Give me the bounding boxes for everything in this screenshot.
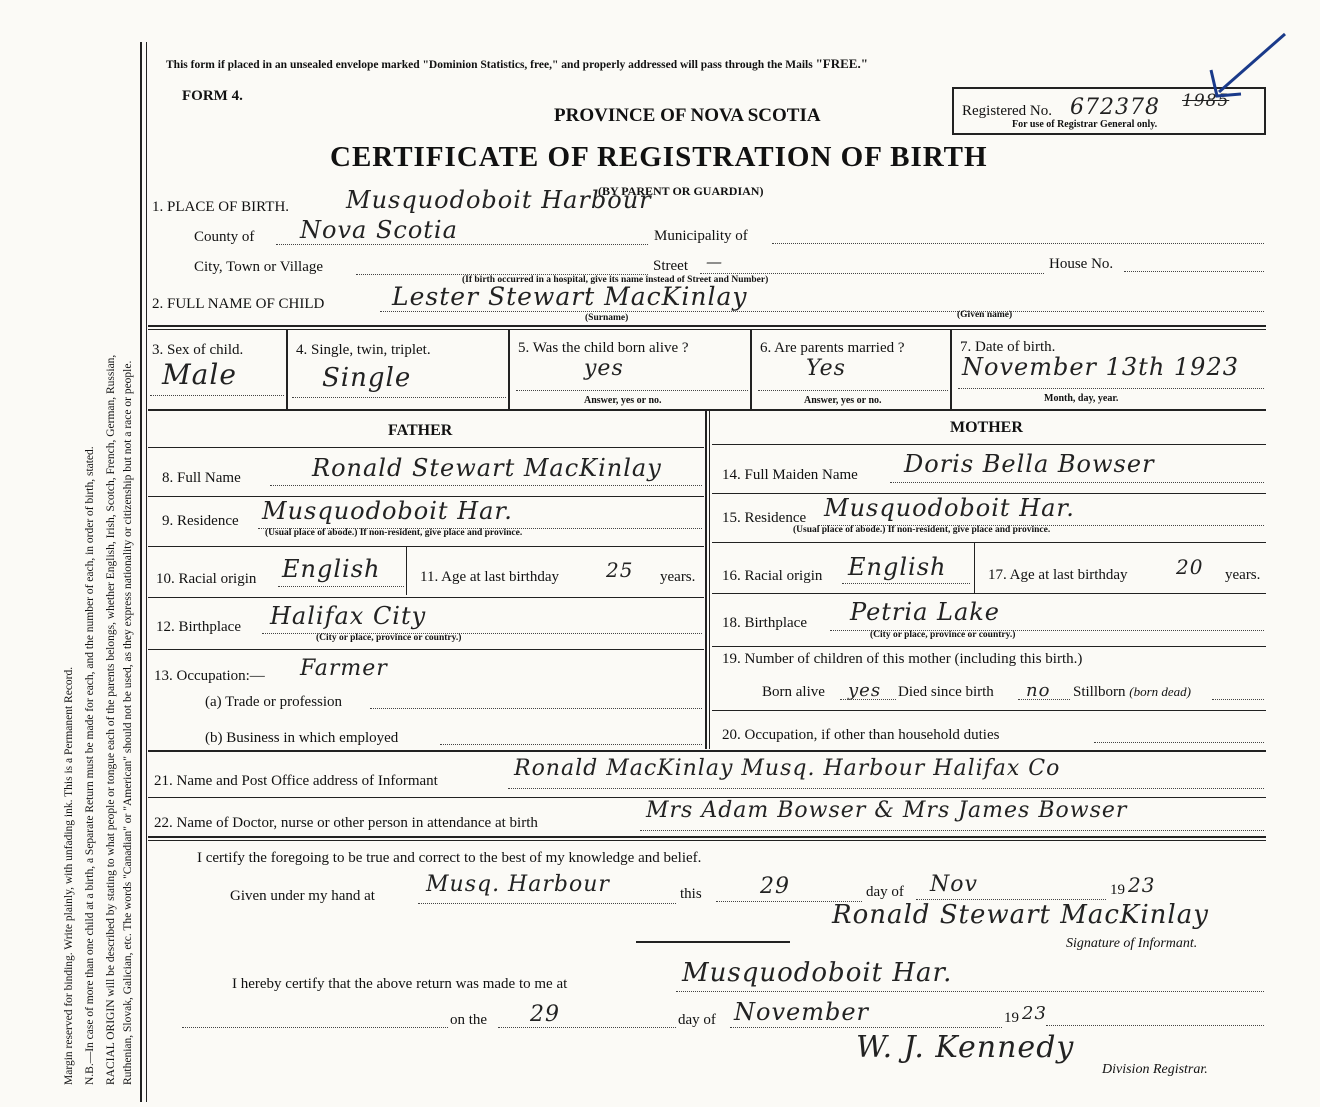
mother-name-value: Doris Bella Bowser xyxy=(904,450,1155,478)
mother-age-value: 20 xyxy=(1176,555,1204,579)
father-birthplace-label: 12. Birthplace xyxy=(156,619,241,635)
stillborn-text: Stillborn xyxy=(1073,684,1126,700)
registrar-statement: I hereby certify that the above return was made to me at xyxy=(232,976,568,992)
informant-label: 21. Name and Post Office address of Informant xyxy=(154,773,438,789)
date-of-birth-value: November 13th 1923 xyxy=(962,353,1239,381)
father-birthplace-note: (City or place, province or country.) xyxy=(316,633,462,643)
mother-name-label: 14. Full Maiden Name xyxy=(722,467,858,483)
father-age-unit: years. xyxy=(660,569,696,585)
given-name-note: (Given name) xyxy=(957,310,1013,320)
children-count-label: 19. Number of children of this mother (including this birth.) xyxy=(722,651,1083,667)
father-residence-note: (Usual place of abode.) If non-resident, give place and province. xyxy=(265,528,523,538)
business-label: (b) Business in which employed xyxy=(205,730,399,746)
father-occupation-label: 13. Occupation:— xyxy=(154,668,265,684)
single-twin-label: 4. Single, twin, triplet. xyxy=(296,342,431,358)
mother-age-label: 17. Age at last birthday xyxy=(988,567,1128,583)
margin-note-racial-origin: RACIAL ORIGIN will be described by stating to what people or tongue each of the parents belongs, whether English, Irish, Scotch, French, German, Russian, xyxy=(105,354,117,1085)
stillborn-note: (born dead) xyxy=(1129,684,1192,699)
date-of-birth-note: Month, day, year. xyxy=(1044,393,1119,404)
registrar-year-value: 23 xyxy=(1022,1003,1047,1024)
trade-label: (a) Trade or profession xyxy=(205,694,343,710)
mother-residence-label: 15. Residence xyxy=(722,510,807,526)
margin-note-racial-origin-2: Ruthenian, Slovak, Galician, etc. The words "Canadian" or "American" should not be used, as they express nationality or citizenship but not a race or people. xyxy=(122,360,134,1085)
born-alive-label: 5. Was the child born alive ? xyxy=(518,340,689,356)
born-alive-count-label: Born alive xyxy=(762,684,825,700)
sex-label: 3. Sex of child. xyxy=(152,342,244,358)
father-occupation-value: Farmer xyxy=(300,656,388,681)
registrar-dayof-label: day of xyxy=(678,1012,716,1028)
father-birthplace-value: Halifax City xyxy=(270,602,427,630)
father-heading: FATHER xyxy=(388,422,453,439)
mother-occupation-label: 20. Occupation, if other than household duties xyxy=(722,727,1000,743)
certify-month-value: Nov xyxy=(930,872,978,897)
certify-statement: I certify the foregoing to be true and correct to the best of my knowledge and belief. xyxy=(197,850,702,866)
street-label: Street xyxy=(653,258,688,274)
registered-label: Registered No. xyxy=(962,103,1052,119)
single-twin-value: Single xyxy=(322,363,412,393)
place-of-birth-value: Musquodoboit Harbour xyxy=(346,186,652,214)
surname-note: (Surname) xyxy=(585,313,629,323)
parents-married-note: Answer, yes or no. xyxy=(804,395,882,406)
certify-day-value: 29 xyxy=(760,874,790,899)
mother-racial-value: English xyxy=(848,553,947,581)
place-of-birth-label: 1. PLACE OF BIRTH. xyxy=(152,199,290,215)
margin-note-binding: Margin reserved for binding. Write plainly, with unfading ink. This is a Permanent Record. xyxy=(63,666,75,1085)
mother-birthplace-value: Petria Lake xyxy=(850,598,1000,626)
hospital-note: (If birth occurred in a hospital, give its name instead of Street and Number) xyxy=(462,275,769,285)
province-heading: PROVINCE OF NOVA SCOTIA xyxy=(554,105,821,126)
parents-married-label: 6. Are parents married ? xyxy=(760,340,905,356)
mail-note xyxy=(166,56,868,72)
father-name-label: 8. Full Name xyxy=(162,470,241,486)
day-of-label: day of xyxy=(866,884,904,900)
registrar-place-value: Musquodoboit Har. xyxy=(682,958,953,988)
municipality-label: Municipality of xyxy=(654,228,748,244)
father-racial-value: English xyxy=(282,555,381,583)
informant-signature-label: Signature of Informant. xyxy=(1066,936,1198,951)
certificate-subtitle: (BY PARENT OR GUARDIAN) xyxy=(598,184,764,198)
informant-signature: Ronald Stewart MacKinlay xyxy=(832,900,1209,930)
father-residence-value: Musquodoboit Har. xyxy=(262,497,513,525)
county-label: County of xyxy=(194,229,255,245)
county-value: Nova Scotia xyxy=(300,216,458,244)
certify-year-value: 23 xyxy=(1128,873,1156,897)
died-since-birth-label: Died since birth xyxy=(898,684,994,700)
form-number: FORM 4. xyxy=(182,88,243,104)
registered-struck-number: 1985 xyxy=(1182,91,1230,111)
child-name-label: 2. FULL NAME OF CHILD xyxy=(152,296,325,312)
registrar-year-prefix: 19 xyxy=(1004,1010,1019,1026)
registrar-signature: W. J. Kennedy xyxy=(856,1030,1075,1065)
mother-racial-label: 16. Racial origin xyxy=(722,568,823,584)
registered-number: 672378 xyxy=(1070,95,1160,120)
born-alive-note: Answer, yes or no. xyxy=(584,395,662,406)
mother-birthplace-label: 18. Birthplace xyxy=(722,615,807,631)
father-age-label: 11. Age at last birthday xyxy=(420,569,559,585)
certify-year-prefix: 19 xyxy=(1110,882,1125,898)
born-alive-count-value: yes xyxy=(848,680,882,701)
stillborn-label xyxy=(1073,684,1191,701)
born-alive-value: yes xyxy=(584,356,624,381)
mother-residence-note: (Usual place of abode.) If non-resident, give place and province. xyxy=(793,525,1051,535)
mother-birthplace-note: (City or place, province or country.) xyxy=(870,630,1016,640)
child-name-value: Lester Stewart MacKinlay xyxy=(392,282,748,311)
father-age-value: 25 xyxy=(606,558,634,582)
mother-age-unit: years. xyxy=(1225,567,1261,583)
margin-divider xyxy=(140,42,142,1102)
mother-residence-value: Musquodoboit Har. xyxy=(824,494,1075,522)
this-label: this xyxy=(680,886,702,902)
father-name-value: Ronald Stewart MacKinlay xyxy=(312,454,662,482)
informant-value: Ronald MacKinlay Musq. Harbour Halifax Co xyxy=(514,756,1061,781)
on-the-label: on the xyxy=(450,1012,488,1028)
margin-divider-inner xyxy=(146,42,147,1102)
doctor-value: Mrs Adam Bowser & Mrs James Bowser xyxy=(646,798,1128,823)
arrow-mark-icon xyxy=(1205,30,1295,110)
street-value: — xyxy=(706,252,723,271)
city-label: City, Town or Village xyxy=(194,259,324,275)
registrar-month-value: November xyxy=(734,998,870,1026)
doctor-label: 22. Name of Doctor, nurse or other person in attendance at birth xyxy=(154,815,538,831)
sex-value: Male xyxy=(162,358,237,391)
margin-note-separate-return: N.B.—In case of more than one child at a birth, a Separate Return must be made for each, and the number of each, in order of birth, stated. xyxy=(84,446,96,1085)
given-under-hand-label: Given under my hand at xyxy=(230,888,375,904)
father-racial-label: 10. Racial origin xyxy=(156,571,257,587)
mother-heading: MOTHER xyxy=(950,419,1023,436)
given-place-value: Musq. Harbour xyxy=(426,872,610,897)
mail-note-text: This form if placed in an unsealed envelope marked "Dominion Statistics, free," and properly addressed will pass through the Mails xyxy=(166,59,816,71)
house-no-label: House No. xyxy=(1049,256,1114,272)
registrar-signature-label: Division Registrar. xyxy=(1102,1062,1208,1077)
registrar-only-note: For use of Registrar General only. xyxy=(1012,119,1158,130)
father-residence-label: 9. Residence xyxy=(162,513,239,529)
parents-married-value: Yes xyxy=(806,356,846,381)
date-of-birth-label: 7. Date of birth. xyxy=(960,339,1056,355)
died-since-birth-value: no xyxy=(1026,680,1051,701)
registrar-day-value: 29 xyxy=(530,1002,560,1027)
mail-note-free: "FREE." xyxy=(815,56,868,71)
certificate-title: CERTIFICATE OF REGISTRATION OF BIRTH xyxy=(330,141,988,173)
